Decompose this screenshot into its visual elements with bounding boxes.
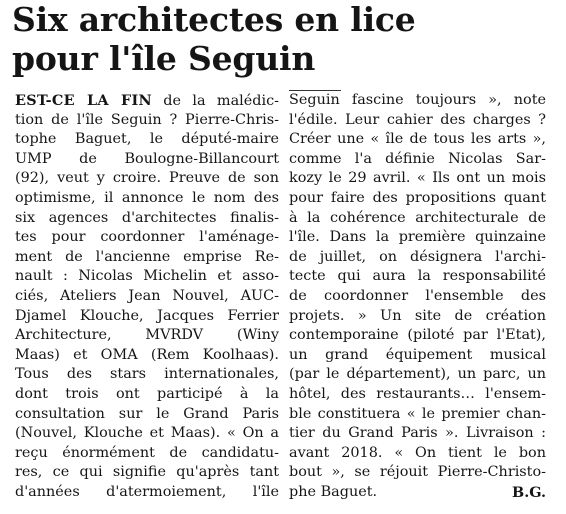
body-line: tophe Baguet, le député-maire xyxy=(15,131,279,148)
body-line: d'années d'atermoiement, l'île xyxy=(15,483,279,500)
body-line: bout », se réjouit Pierre-Christo- xyxy=(289,464,546,481)
body-line: (Nouvel, Klouche et Maas). « On a xyxy=(15,425,279,442)
body-line: contemporaine (piloté par l'Etat), xyxy=(289,327,546,344)
body-line: avant 2018. « On tient le bon xyxy=(289,444,546,461)
body-line: (par le département), un parc, un xyxy=(289,366,546,383)
body-line: de juillet, on désignera l'archi- xyxy=(289,248,546,265)
body-line: pour faire des propositions quant xyxy=(289,189,546,206)
body-line: à la cohérence architecturale de xyxy=(289,209,546,226)
body-line: UMP de Boulogne-Billancourt xyxy=(15,150,279,167)
body-line: nault : Nicolas Michelin et asso- xyxy=(15,268,279,285)
body-line: Djamel Klouche, Jacques Ferrier xyxy=(15,307,279,324)
body-line: projets. » Un site de création xyxy=(289,307,546,324)
body-line: (92), veut y croire. Preuve de son xyxy=(15,170,279,187)
body-line: reçu énormément de candidatu- xyxy=(15,444,279,461)
body-line: ble constituera « le premier chan- xyxy=(289,405,546,422)
body-line: Maas) et OMA (Rem Koolhaas). xyxy=(15,346,279,363)
body-line xyxy=(15,91,279,111)
body-line: dont trois ont participé à la xyxy=(15,385,279,402)
headline-line: pour l'île Seguin xyxy=(12,39,316,78)
body-line: kozy le 29 avril. « Ils ont un mois xyxy=(289,170,546,187)
body-line: consultation sur le Grand Paris xyxy=(15,405,279,422)
body-line: tecte qui aura la responsabilité xyxy=(289,268,546,285)
body-line-text: phe Baguet. xyxy=(289,483,378,500)
body-line: Architecture, MVRDV (Winy xyxy=(15,327,279,344)
body-line: optimisme, il annonce le nom des xyxy=(15,189,279,206)
body-line: six agences d'architectes finalis- xyxy=(15,209,279,226)
lead-in: EST-CE LA FIN xyxy=(15,92,152,109)
right-column xyxy=(289,91,546,502)
body-line: tion de l'île Seguin ? Pierre-Chris- xyxy=(15,111,279,128)
body-line: un grand équipement musical xyxy=(289,346,546,363)
body-line: Créer une « île de tous les arts », xyxy=(289,131,546,148)
body-line: de coordonner l'ensemble des xyxy=(289,287,546,304)
body-line: hôtel, des restaurants… l'ensem- xyxy=(289,385,546,402)
body-line: l'île. Dans la première quinzaine xyxy=(289,229,546,246)
body-line-text: de la malédic- xyxy=(151,93,280,109)
body-line: ment de l'ancienne emprise Re- xyxy=(15,248,279,265)
article-headline xyxy=(12,0,562,78)
body-line: Seguin fascine toujours », note xyxy=(289,92,546,108)
body-line: comme l'a définie Nicolas Sar- xyxy=(289,150,546,167)
left-column xyxy=(15,91,279,502)
body-line: tier du Grand Paris ». Livraison : xyxy=(289,425,546,442)
body-line: tes pour coordonner l'aménage- xyxy=(15,229,279,246)
headline-line: Six architectes en lice xyxy=(12,0,416,39)
body-line: Tous des stars internationales, xyxy=(15,366,279,383)
byline: B.G. xyxy=(512,483,546,501)
body-line-final xyxy=(289,483,546,503)
body-line: l'édile. Leur cahier des charges ? xyxy=(289,111,546,128)
body-line: ciés, Ateliers Jean Nouvel, AUC- xyxy=(15,287,279,304)
body-line: res, ce qui signifie qu'après tant xyxy=(15,464,279,481)
